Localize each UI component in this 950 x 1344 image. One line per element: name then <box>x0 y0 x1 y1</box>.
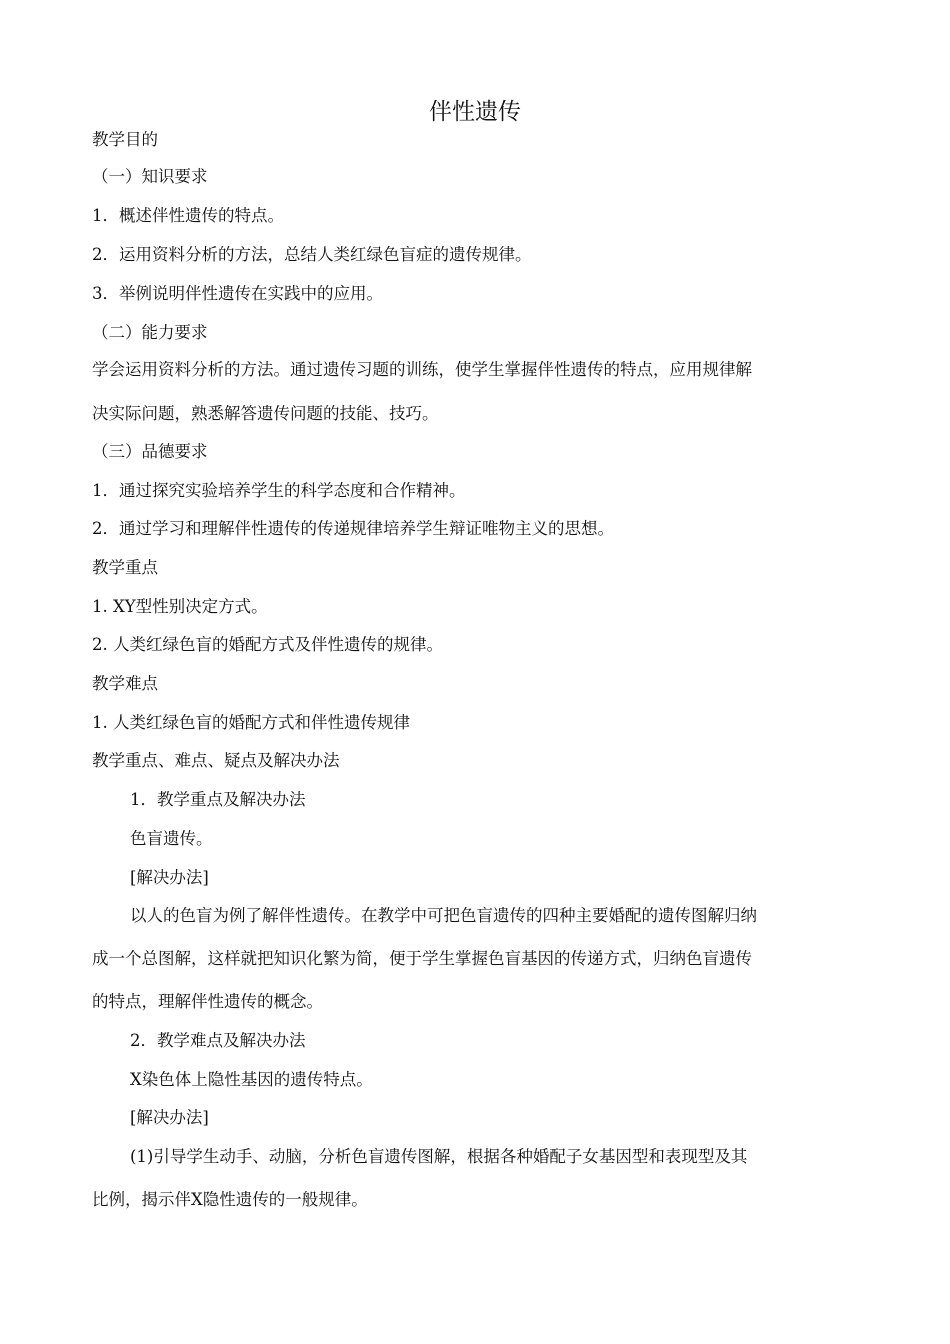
solution-key-point-topic: 色盲遗传。 <box>130 829 213 848</box>
document-title: 伴性遗传 <box>429 99 521 125</box>
heading-difficulties: 教学难点 <box>92 674 158 693</box>
knowledge-item-1: 1．概述伴性遗传的特点。 <box>92 206 284 225</box>
solution-method-label-1: [解决办法] <box>130 868 209 887</box>
solution-difficulty-topic: X染色体上隐性基因的遗传特点。 <box>130 1070 373 1089</box>
difficulty-item-1: 1. 人类红绿色盲的婚配方式和伴性遗传规律 <box>92 713 410 732</box>
key-point-item-2: 2. 人类红绿色盲的婚配方式及伴性遗传的规律。 <box>92 635 443 654</box>
heading-solutions: 教学重点、难点、疑点及解决办法 <box>92 751 340 770</box>
solution-key-point-heading: 1．教学重点及解决办法 <box>130 790 306 809</box>
morality-item-2: 2．通过学习和理解伴性遗传的传递规律培养学生辩证唯物主义的思想。 <box>92 519 614 538</box>
heading-teaching-goals: 教学目的 <box>92 130 158 149</box>
subheading-morality: （三）品德要求 <box>92 442 208 461</box>
solution-step-1-line-2: 比例，揭示伴X隐性遗传的一般规律。 <box>92 1190 368 1209</box>
solution-paragraph-line-2: 成一个总图解，这样就把知识化繁为简，便于学生掌握色盲基因的传递方式，归纳色盲遗传 <box>92 949 752 968</box>
ability-paragraph-line-2: 决实际问题，熟悉解答遗传问题的技能、技巧。 <box>92 404 439 423</box>
solution-step-1-line-1: (1)引导学生动手、动脑，分析色盲遗传图解，根据各种婚配子女基因型和表现型及其 <box>130 1147 748 1166</box>
subheading-ability: （二）能力要求 <box>92 323 208 342</box>
knowledge-item-3: 3．举例说明伴性遗传在实践中的应用。 <box>92 284 383 303</box>
solution-paragraph-line-1: 以人的色盲为例了解伴性遗传。在教学中可把色盲遗传的四种主要婚配的遗传图解归纳 <box>130 906 757 925</box>
solution-method-label-2: [解决办法] <box>130 1108 209 1127</box>
ability-paragraph-line-1: 学会运用资料分析的方法。通过遗传习题的训练，使学生掌握伴性遗传的特点，应用规律解 <box>92 360 752 379</box>
solution-difficulty-heading: 2．教学难点及解决办法 <box>130 1031 306 1050</box>
subheading-knowledge: （一）知识要求 <box>92 167 208 186</box>
morality-item-1: 1．通过探究实验培养学生的科学态度和合作精神。 <box>92 481 466 500</box>
heading-key-points: 教学重点 <box>92 558 158 577</box>
solution-paragraph-line-3: 的特点，理解伴性遗传的概念。 <box>92 992 323 1011</box>
knowledge-item-2: 2．运用资料分析的方法，总结人类红绿色盲症的遗传规律。 <box>92 245 532 264</box>
key-point-item-1: 1. XY型性别决定方式。 <box>92 597 268 616</box>
